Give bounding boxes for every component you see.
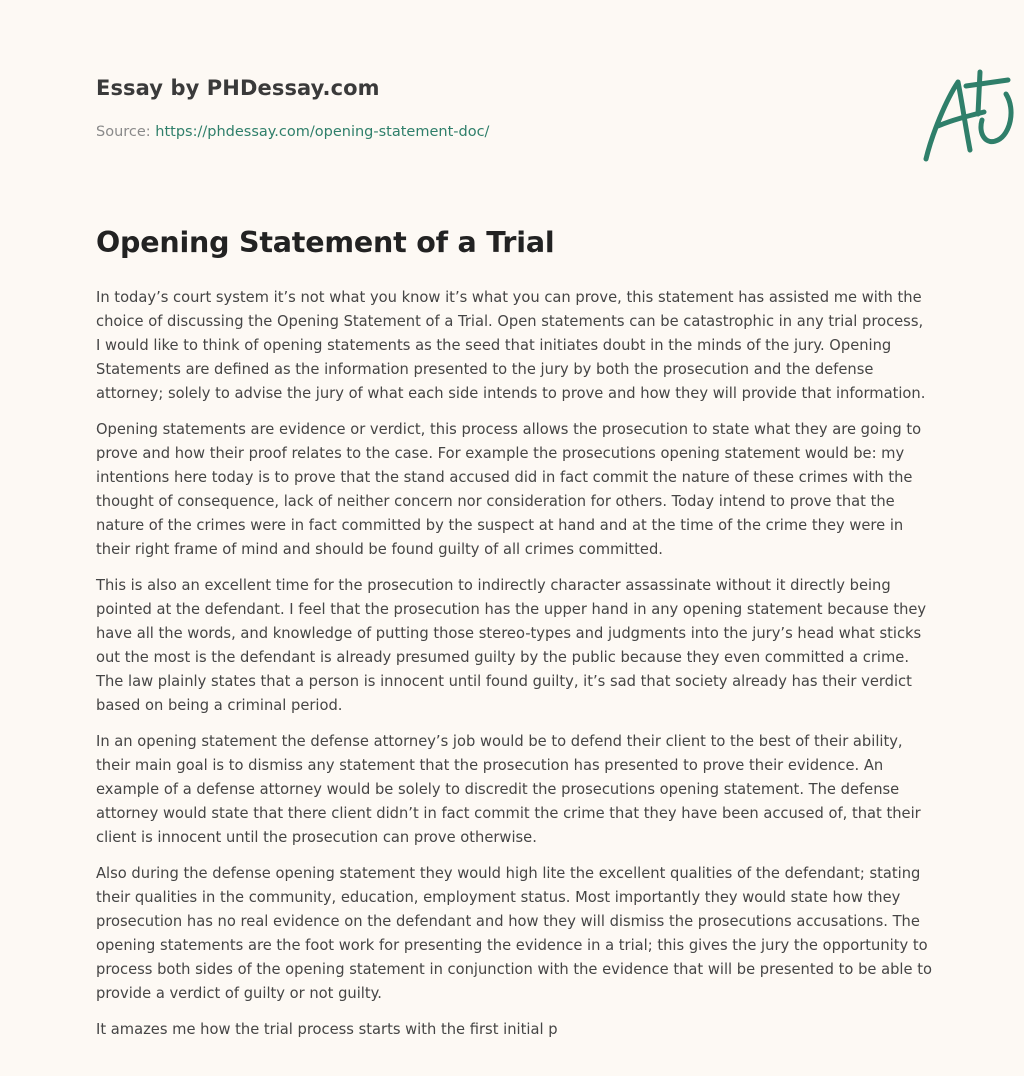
a-plus-grade-icon	[916, 62, 1024, 172]
source-label: Source:	[96, 124, 151, 140]
site-title: Essay by PHDessay.com	[96, 76, 380, 100]
essay-paragraph-truncated: It amazes me how the trial process starts with the first initial p	[96, 1021, 558, 1038]
source-link[interactable]: https://phdessay.com/opening-statement-doc/	[155, 124, 490, 140]
essay-paragraph: Also during the defense opening statement they would high lite the excellent qualities of the defendant; stating their qualities in the community, education, employment status. Most importantly they would state how they prosecution has no real evidence on the defendant and how they will dismiss the prosecutions accusations. The opening statements are the foot work for presenting the evidence in a trial; this gives the jury the opportunity to process both sides of the opening statement in conjunction with the evidence that will be presented to be able to provide a verdict of guilty or not guilty.	[96, 865, 932, 1002]
essay-paragraph: In an opening statement the defense attorney’s job would be to defend their client to the best of their ability, their main goal is to dismiss any statement that the prosecution has presented to prove their evidence. An example of a defense attorney would be solely to discredit the prosecutions opening statement. The defense attorney would state that there client didn’t in fact commit the crime that they have been accused of, that their client is innocent until the prosecution can prove otherwise.	[96, 733, 921, 846]
essay-paragraph: This is also an excellent time for the prosecution to indirectly character assassinate without it directly being pointed at the defendant. I feel that the prosecution has the upper hand in any opening statement because they have all the words, and knowledge of putting those stereo-types and judgments into the jury’s head what sticks out the most is the defendant is already presumed guilty by the public because they even committed a crime. The law plainly states that a person is innocent until found guilty, it’s sad that society already has their verdict based on being a criminal period.	[96, 577, 927, 714]
essay-body	[96, 286, 932, 1054]
source-line	[96, 124, 489, 140]
essay-paragraph: Opening statements are evidence or verdict, this process allows the prosecution to state what they are going to prove and how their proof relates to the case. For example the prosecutions opening statement would be: my intentions here today is to prove that the stand accused did in fact commit the nature of these crimes with the thought of consequence, lack of neither concern nor consideration for others. Today intend to prove that the nature of the crimes were in fact committed by the suspect at hand and at the time of the crime they were in their right frame of mind and should be found guilty of all crimes committed.	[96, 421, 922, 558]
essay-title: Opening Statement of a Trial	[96, 226, 555, 259]
essay-paragraph: In today’s court system it’s not what you know it’s what you can prove, this statement has assisted me with the choice of discussing the Opening Statement of a Trial. Open statements can be catastrophic in any trial process, I would like to think of opening statements as the seed that initiates doubt in the minds of the jury. Opening Statements are defined as the information presented to the jury by both the prosecution and the defense attorney; solely to advise the jury of what each side intends to prove and how they will provide that information.	[96, 289, 926, 402]
